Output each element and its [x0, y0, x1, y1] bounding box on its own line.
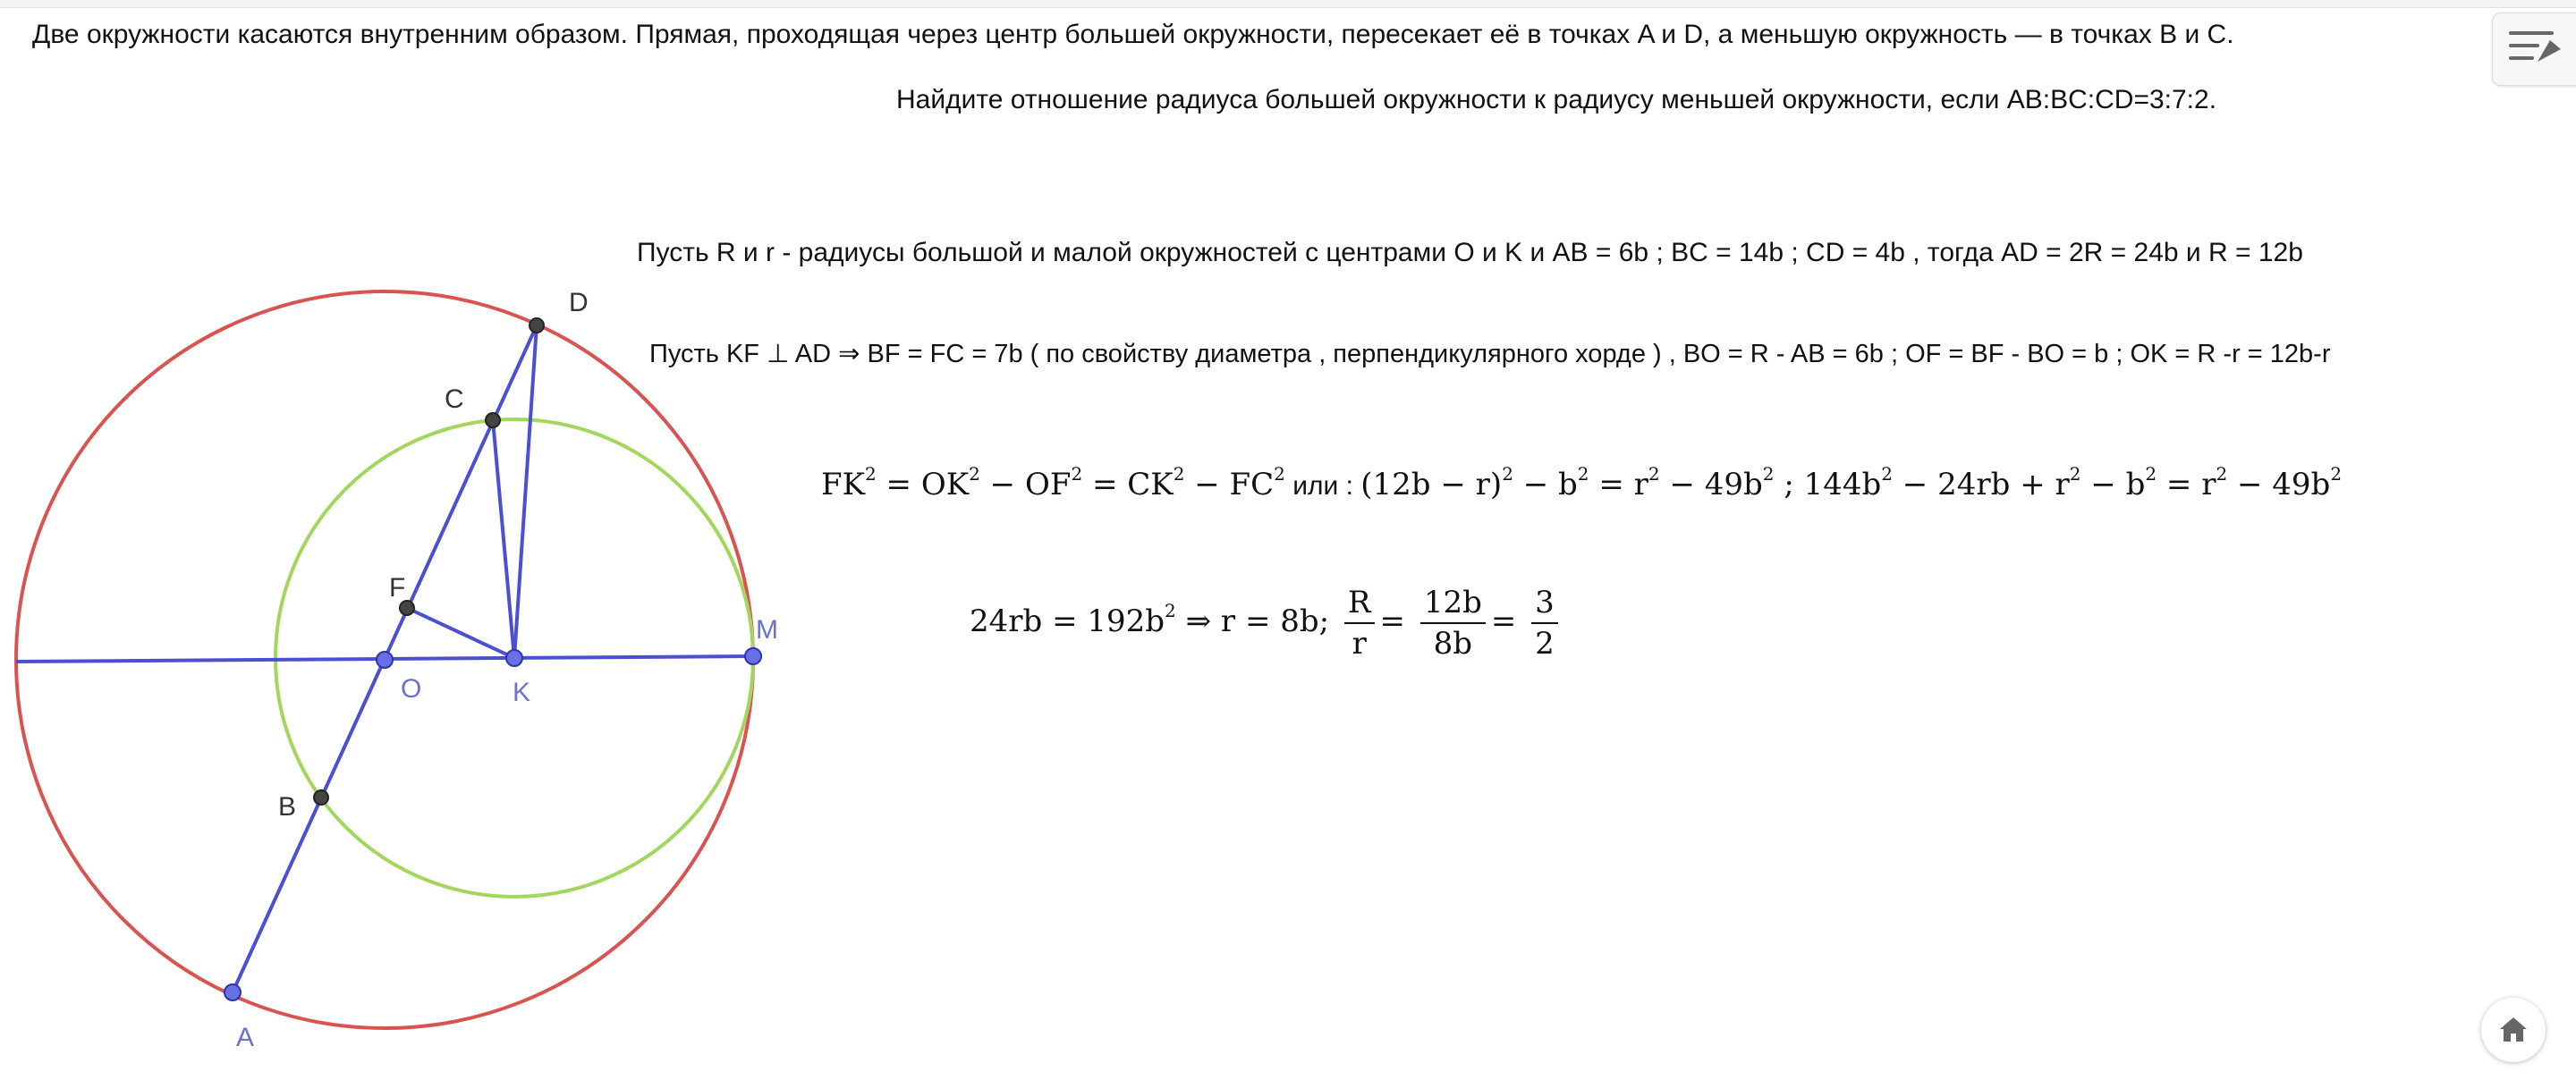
fraction-R-over-r: $\frac{R}{r}$: [1344, 583, 1375, 663]
label-A: A: [236, 1023, 255, 1052]
label-D: D: [569, 288, 589, 317]
label-F: F: [389, 573, 406, 603]
home-button[interactable]: [2481, 998, 2546, 1062]
solution-line-2: Пусть KF ⊥ AD ⇒ BF = FC = 7b ( по свойству диаметра , перпендикулярного хорде ) , BO = R - AB = 6b ; OF = BF - BO = b ; OK = R -r = 12b-r: [649, 340, 2331, 368]
problem-line-2: Найдите отношение радиуса большей окружности к радиусу меньшей окружности, если AB:BC:CD=3:7:2.: [896, 85, 2217, 114]
equation-1: $FK^2 = OK^2 - OF^2 = CK^2 - FC^2$ или : $(12b - r)^2 - b^2 = r^2 - 49b^2$ ; $144b^2 - 24rb + r^2 - b^2 = r^2 - 49b^2$: [821, 463, 2343, 502]
fraction-12b-over-8b: $\frac{12b}{8b}$: [1420, 583, 1486, 663]
segment-KF[interactable]: [407, 608, 514, 658]
geometry-diagram[interactable]: [0, 0, 805, 1080]
problem-line-1: Две окружности касаются внутренним образом. Прямая, проходящая через центр большей окружности, пересекает её в точках A и D, а меньшую окружность — в точках B и C.: [32, 20, 2234, 49]
point-M[interactable]: [745, 648, 761, 664]
menu-lines-triangle-icon: [2507, 26, 2564, 71]
label-C: C: [445, 384, 464, 414]
equation-2: $24rb = 192b^2$ ⇒ r = 8b; $\frac{R}{r}$ = $\frac{12b}{8b}$ = $\frac{3}{2}$: [970, 583, 1563, 663]
point-D[interactable]: [530, 318, 544, 333]
point-A[interactable]: [225, 984, 241, 1000]
fraction-3-over-2: $\frac{3}{2}$: [1531, 583, 1558, 663]
segment-KC[interactable]: [493, 420, 514, 658]
point-C[interactable]: [486, 413, 500, 427]
label-K: K: [513, 678, 531, 707]
label-B: B: [278, 792, 297, 822]
segment-KD[interactable]: [514, 325, 537, 658]
label-M: M: [756, 615, 778, 645]
menu-toggle-button[interactable]: [2492, 13, 2576, 86]
solution-line-1: Пусть R и r - радиусы большой и малой окружностей с центрами O и K и AB = 6b ; BC = 14b ; CD = 4b , тогда AD = 2R = 24b и R = 12b: [637, 238, 2303, 267]
label-O: O: [401, 674, 422, 704]
point-K[interactable]: [506, 650, 522, 666]
point-B[interactable]: [314, 790, 328, 805]
home-icon: [2497, 1014, 2529, 1046]
point-F[interactable]: [400, 601, 414, 615]
point-O[interactable]: [377, 652, 393, 668]
